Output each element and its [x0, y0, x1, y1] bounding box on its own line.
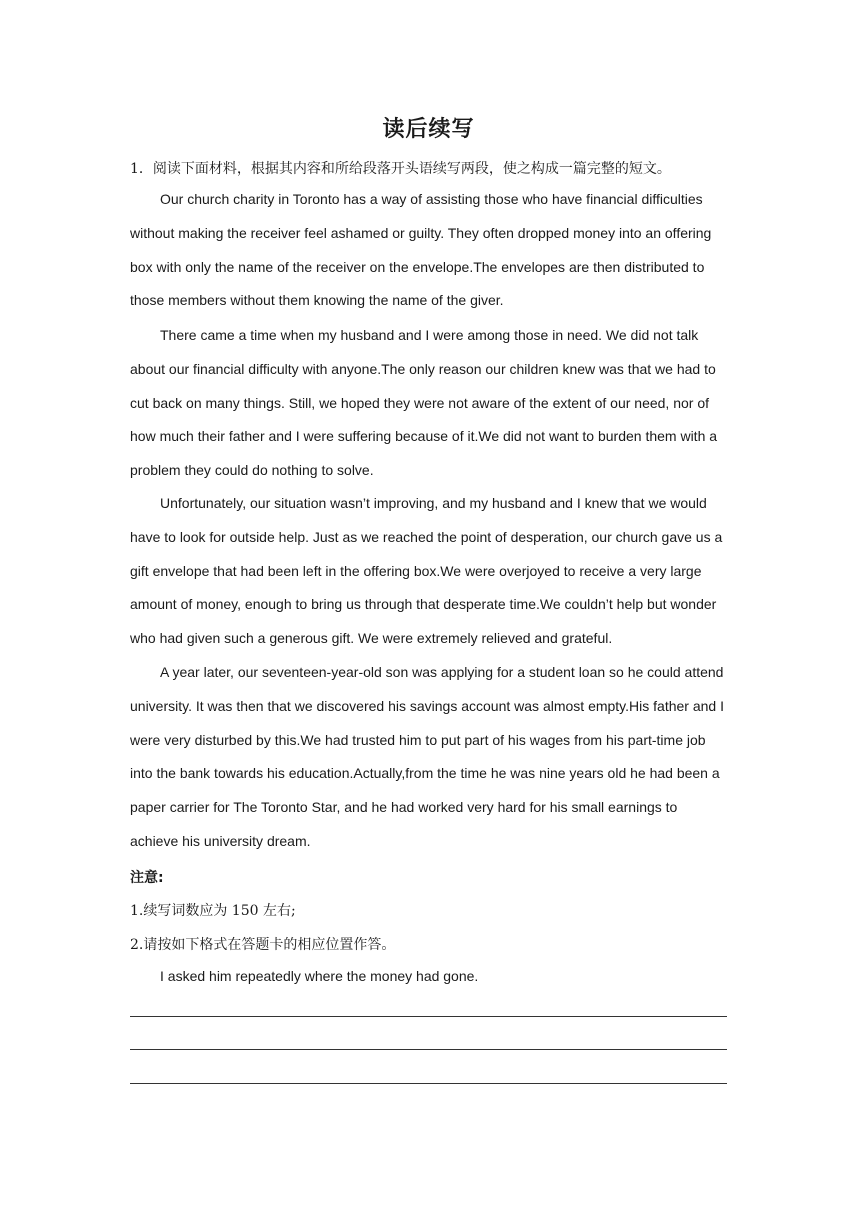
notes-heading: 注意:: [130, 870, 164, 886]
passage-paragraph-2: There came a time when my husband and I were among those in need. We did not talk about our financial difficulty with anyone.The only reason our children knew was that we had to cut back on many things. Still, we hoped they were not aware of the extent of our need, nor of how much their father and I were suffering because of it.We did not want to burden them with a problem they could do nothing to solve.: [130, 327, 718, 479]
answer-line[interactable]: [130, 1083, 727, 1084]
passage-paragraph-3: Unfortunately, our situation wasn’t improving, and my husband and I knew that we would have to look for outside help. Just as we reached the point of desperation, our church gave us a gift envelope that had been left in the offering box.We were overjoyed to receive a very large amount of money, enough to bring us through that desperate time.We couldn’t help but wonder who had given such a generous gift. We were extremely relieved and grateful.: [130, 495, 723, 647]
continuation-opening-sentence: I asked him repeatedly where the money had gone.: [160, 968, 479, 984]
answer-line[interactable]: [130, 1016, 727, 1017]
answer-line[interactable]: [130, 1049, 727, 1050]
page-title: 读后续写: [382, 117, 475, 142]
note-answer-format: 2.请按如下格式在答题卡的相应位置作答。: [130, 937, 396, 953]
passage-paragraph-1: Our church charity in Toronto has a way of assisting those who have financial difficulties without making the receiver feel ashamed or guilty. They often dropped money into an offering box with only the name of the receiver on the envelope.The envelopes are then distributed to those members without them knowing the name of the giver.: [130, 191, 712, 309]
question-instruction: 1．阅读下面材料，根据其内容和所给段落开头语续写两段，使之构成一篇完整的短文。: [130, 161, 671, 177]
note-word-count: 1.续写词数应为 150 左右;: [130, 903, 296, 919]
passage-paragraph-4: A year later, our seventeen-year-old son was applying for a student loan so he could attend university. It was then that we discovered his savings account was almost empty.His father and I were very disturbed by this.We had trusted him to put part of his wages from his part-time job into the bank towards his education.Actually,from the time he was nine years old he had been a paper carrier for The Toronto Star, and he had worked very hard for his small earnings to achieve his university dream.: [130, 664, 724, 849]
